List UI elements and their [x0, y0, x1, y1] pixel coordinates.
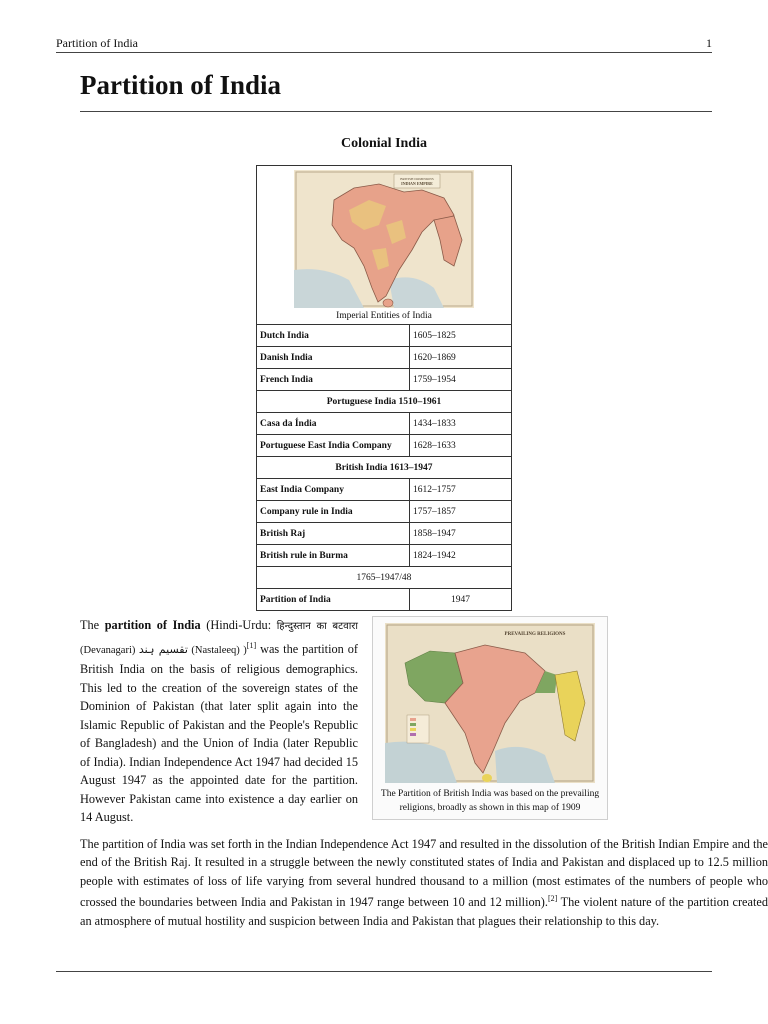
infobox-table — [257, 325, 511, 610]
article-body — [80, 616, 768, 938]
infobox-row-label[interactable]: Partition of India — [257, 589, 410, 611]
page-number: 1 — [706, 36, 712, 50]
p1-bold-term: partition of India — [104, 618, 201, 632]
infobox-section-heading[interactable]: Portuguese India 1510–1961 — [257, 391, 511, 413]
infobox-row-label[interactable]: British rule in Burma — [257, 545, 410, 567]
p1-rest: was the partition of British India on the basis of religious demographics. This led to the creation of the sovereign states of the Dominion of Pakistan (that later split again into the Islamic Republic of Pakistan and the People's Republic of Bangladesh) and the Union of India (later Republic of India). Indian Independence Act 1947 had decided 15 August 1947 as the appointed date for the partition. However Pakistan came into existence a day earlier on 14 August. — [80, 641, 358, 825]
infobox-map-cell — [257, 166, 511, 308]
p1-nastaleeq-label: (Nastaleeq) ) — [187, 644, 247, 656]
header-rule — [56, 52, 712, 53]
p1-devanagari-label: (Devanagari) — [80, 644, 139, 656]
infobox-row-label[interactable]: Company rule in India — [257, 501, 410, 523]
infobox-row-label[interactable]: Danish India — [257, 347, 410, 369]
infobox-row-label[interactable]: French India — [257, 369, 410, 391]
infobox-row-value: 1628–1633 — [410, 435, 512, 457]
infobox-row-value: 1434–1833 — [410, 413, 512, 435]
page-title: Partition of India — [80, 70, 282, 100]
p1-nastaleeq[interactable]: تقسیم ہند — [138, 642, 188, 656]
infobox-row — [257, 369, 511, 391]
infobox-row — [257, 457, 511, 479]
reference-2[interactable]: [2] — [547, 894, 558, 904]
infobox-row-value: 1824–1942 — [410, 545, 512, 567]
infobox-row — [257, 523, 511, 545]
infobox-row — [257, 435, 511, 457]
infobox-section-heading[interactable]: British India 1613–1947 — [257, 457, 511, 479]
infobox-row-label[interactable]: East India Company — [257, 479, 410, 501]
infobox-row — [257, 501, 511, 523]
p2-text-a: The partition of India was set forth in the Indian Independence Act 1947 and resulted in the dissolution of the British Indian Empire and the end of the British Raj. It resulted in a struggle between the newly constituted states of India and Pakistan and displaced up to 12.5 million people with estimates of loss of life varying from several hundred thousand to a million (most estimates of the numbers of people who crossed the boundaries between India and Pakistan in 1947 range between 10 and 12 million). — [80, 836, 768, 910]
footer-rule — [56, 971, 712, 972]
running-header-title: Partition of India — [56, 36, 138, 50]
infobox-row — [257, 325, 511, 347]
infobox-row — [257, 391, 511, 413]
reference-1[interactable]: [1] — [246, 640, 257, 650]
p2-text-b: The violent nature of the partition created an atmosphere of mutual hostility and suspicion between India and Pakistan that plagues their relationship to this day. — [80, 895, 768, 928]
infobox-row-value: 1605–1825 — [413, 330, 456, 341]
infobox-row-value: 1620–1869 — [410, 347, 512, 369]
figure-caption: The Partition of British India was based on the prevailing religions, broadly as shown in this map of 1909 — [380, 789, 600, 813]
map-title-line-2: INDIAN EMPIRE — [401, 181, 433, 186]
infobox-span-row: 1765–1947/48 — [257, 567, 511, 589]
running-header — [56, 36, 712, 52]
infobox-row-value: 1757–1857 — [410, 501, 512, 523]
body-inner — [80, 616, 768, 930]
british-india-map-image[interactable] — [294, 170, 474, 308]
title-rule — [80, 111, 712, 112]
infobox-row-label[interactable]: Portuguese East India Company — [257, 435, 410, 457]
infobox-heading: Colonial India — [341, 136, 427, 151]
infobox-row — [257, 545, 511, 567]
infobox-row — [257, 413, 511, 435]
infobox-row-label[interactable]: Dutch India — [257, 325, 410, 347]
religions-map-title: PREVAILING RELIGIONS — [504, 632, 566, 637]
religions-figure — [372, 616, 608, 820]
religions-map-image[interactable] — [385, 623, 595, 783]
paragraph-2 — [80, 835, 768, 931]
infobox-caption: Imperial Entities of India — [257, 308, 511, 325]
infobox-row — [257, 589, 511, 611]
infobox-row-label[interactable]: British Raj — [257, 523, 410, 545]
infobox-row-label[interactable]: Casa da Índia — [257, 413, 410, 435]
infobox-row-value: 1947 — [410, 589, 512, 611]
infobox-row — [257, 347, 511, 369]
infobox-row — [257, 479, 511, 501]
infobox-row-value: 1858–1947 — [410, 523, 512, 545]
p1-the: The — [80, 618, 105, 632]
infobox — [256, 165, 512, 611]
infobox-row — [257, 567, 511, 589]
figure-frame — [372, 616, 608, 820]
infobox-row-value: 1612–1757 — [410, 479, 512, 501]
infobox-row-value: 1759–1954 — [410, 369, 512, 391]
p1-devanagari[interactable]: हिन्दुस्तान का बटवारा — [276, 621, 358, 632]
map-title-line-1: BRITISH DOMINIONS — [400, 177, 434, 181]
p1-hindi-urdu: (Hindi-Urdu: — [200, 618, 277, 632]
